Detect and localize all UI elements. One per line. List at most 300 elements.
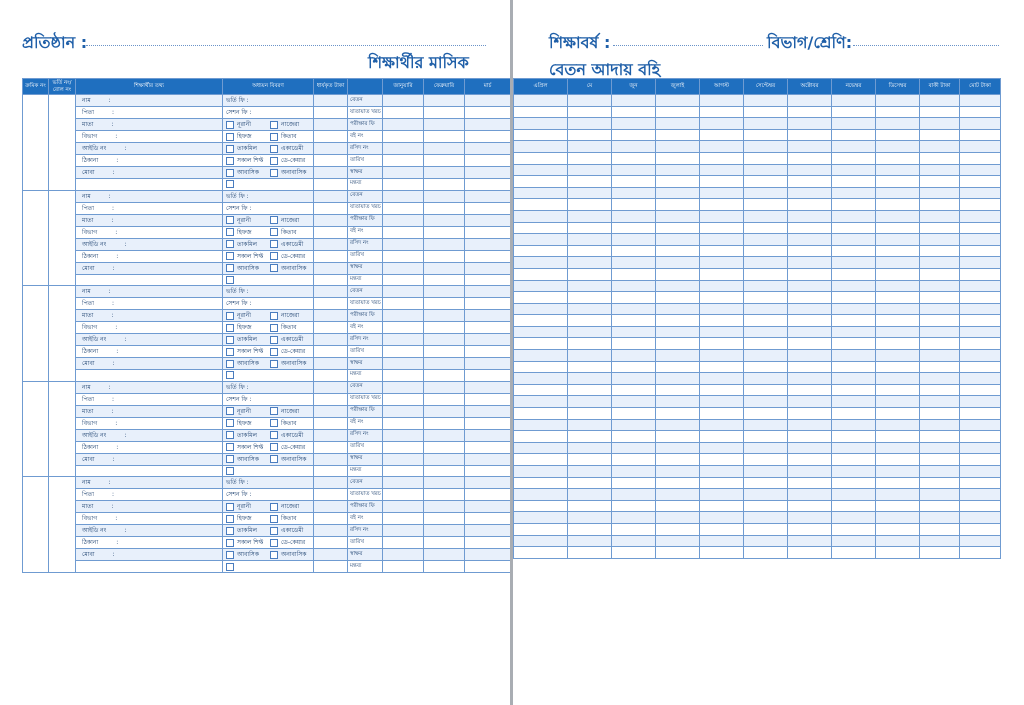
student-info-cell[interactable]	[76, 262, 223, 274]
month-cell[interactable]	[612, 95, 656, 107]
month-cell[interactable]	[568, 384, 612, 396]
study-detail-cell[interactable]	[223, 346, 314, 358]
month-cell[interactable]	[656, 489, 700, 501]
student-info-cell[interactable]	[76, 310, 223, 322]
month-cell[interactable]	[568, 176, 612, 188]
month-cell[interactable]	[612, 326, 656, 338]
month-cell[interactable]	[788, 234, 832, 246]
month-cell[interactable]	[920, 164, 960, 176]
month-cell[interactable]	[656, 303, 700, 315]
month-cell[interactable]	[612, 338, 656, 350]
study-detail-cell[interactable]	[223, 190, 314, 202]
option-item[interactable]	[270, 501, 314, 512]
month-cell[interactable]	[465, 501, 511, 513]
month-cell[interactable]	[788, 210, 832, 222]
checkbox[interactable]	[226, 467, 234, 475]
month-cell[interactable]	[383, 441, 424, 453]
student-info-cell[interactable]	[76, 525, 223, 537]
month-cell[interactable]	[788, 442, 832, 454]
month-cell[interactable]	[788, 350, 832, 362]
study-detail-cell[interactable]	[223, 322, 314, 334]
checkbox[interactable]	[226, 348, 234, 356]
month-cell[interactable]	[612, 257, 656, 269]
checkbox[interactable]	[270, 515, 278, 523]
month-cell[interactable]	[612, 292, 656, 304]
assessed-amount-cell[interactable]	[314, 202, 348, 214]
month-cell[interactable]	[383, 286, 424, 298]
month-cell[interactable]	[832, 326, 876, 338]
month-cell[interactable]	[383, 107, 424, 119]
checkbox[interactable]	[270, 431, 278, 439]
month-cell[interactable]	[514, 384, 568, 396]
month-cell[interactable]	[383, 405, 424, 417]
month-cell[interactable]	[514, 164, 568, 176]
option-item[interactable]	[270, 310, 314, 321]
student-info-cell[interactable]	[76, 155, 223, 167]
month-cell[interactable]	[424, 537, 465, 549]
month-cell[interactable]	[744, 129, 788, 141]
month-cell[interactable]	[568, 245, 612, 257]
month-cell[interactable]	[612, 454, 656, 466]
month-cell[interactable]	[700, 535, 744, 547]
month-cell[interactable]	[465, 143, 511, 155]
month-cell[interactable]	[514, 257, 568, 269]
month-cell[interactable]	[744, 350, 788, 362]
month-cell[interactable]	[876, 523, 920, 535]
study-detail-cell[interactable]	[223, 226, 314, 238]
checkbox[interactable]	[270, 145, 278, 153]
student-info-cell[interactable]	[76, 393, 223, 405]
month-cell[interactable]	[656, 234, 700, 246]
month-cell[interactable]	[876, 547, 920, 559]
month-cell[interactable]	[788, 245, 832, 257]
assessed-amount-cell[interactable]	[314, 513, 348, 525]
month-cell[interactable]	[744, 199, 788, 211]
roll-cell[interactable]	[49, 190, 76, 286]
checkbox[interactable]	[270, 312, 278, 320]
option-item[interactable]	[226, 454, 270, 465]
month-cell[interactable]	[465, 107, 511, 119]
checkbox[interactable]	[270, 348, 278, 356]
month-cell[interactable]	[656, 396, 700, 408]
month-cell[interactable]	[920, 396, 960, 408]
month-cell[interactable]	[700, 326, 744, 338]
month-cell[interactable]	[832, 176, 876, 188]
month-cell[interactable]	[568, 129, 612, 141]
month-cell[interactable]	[424, 155, 465, 167]
checkbox[interactable]	[226, 515, 234, 523]
month-cell[interactable]	[424, 489, 465, 501]
option-item[interactable]	[226, 525, 270, 536]
month-cell[interactable]	[612, 512, 656, 524]
month-cell[interactable]	[744, 315, 788, 327]
month-cell[interactable]	[700, 118, 744, 130]
month-cell[interactable]	[514, 245, 568, 257]
month-cell[interactable]	[612, 210, 656, 222]
month-cell[interactable]	[700, 315, 744, 327]
month-cell[interactable]	[465, 298, 511, 310]
checkbox[interactable]	[226, 527, 234, 535]
checkbox[interactable]	[226, 360, 234, 368]
month-cell[interactable]	[424, 250, 465, 262]
month-cell[interactable]	[465, 334, 511, 346]
checkbox[interactable]	[270, 527, 278, 535]
month-cell[interactable]	[920, 257, 960, 269]
month-cell[interactable]	[876, 419, 920, 431]
assessed-amount-cell[interactable]	[314, 238, 348, 250]
month-cell[interactable]	[788, 187, 832, 199]
month-cell[interactable]	[920, 199, 960, 211]
month-cell[interactable]	[383, 131, 424, 143]
month-cell[interactable]	[920, 315, 960, 327]
month-cell[interactable]	[383, 274, 424, 286]
assessed-amount-cell[interactable]	[314, 95, 348, 107]
month-cell[interactable]	[920, 547, 960, 559]
assessed-amount-cell[interactable]	[314, 405, 348, 417]
month-cell[interactable]	[568, 373, 612, 385]
month-cell[interactable]	[656, 315, 700, 327]
month-cell[interactable]	[514, 373, 568, 385]
month-cell[interactable]	[788, 326, 832, 338]
month-cell[interactable]	[514, 547, 568, 559]
month-cell[interactable]	[656, 535, 700, 547]
month-cell[interactable]	[424, 513, 465, 525]
month-cell[interactable]	[383, 226, 424, 238]
student-info-cell[interactable]	[76, 131, 223, 143]
month-cell[interactable]	[424, 334, 465, 346]
month-cell[interactable]	[612, 187, 656, 199]
month-cell[interactable]	[568, 466, 612, 478]
month-cell[interactable]	[612, 408, 656, 420]
month-cell[interactable]	[656, 141, 700, 153]
month-cell[interactable]	[514, 361, 568, 373]
month-cell[interactable]	[424, 441, 465, 453]
month-cell[interactable]	[383, 358, 424, 370]
month-cell[interactable]	[832, 129, 876, 141]
month-cell[interactable]	[465, 561, 511, 573]
checkbox[interactable]	[270, 455, 278, 463]
month-cell[interactable]	[960, 350, 1001, 362]
month-cell[interactable]	[656, 164, 700, 176]
month-cell[interactable]	[514, 280, 568, 292]
checkbox[interactable]	[226, 324, 234, 332]
month-cell[interactable]	[876, 268, 920, 280]
option-item[interactable]	[226, 501, 270, 512]
month-cell[interactable]	[700, 234, 744, 246]
checkbox[interactable]	[270, 336, 278, 344]
month-cell[interactable]	[744, 477, 788, 489]
month-cell[interactable]	[656, 95, 700, 107]
option-item[interactable]	[270, 346, 314, 357]
study-detail-cell[interactable]	[223, 143, 314, 155]
month-cell[interactable]	[876, 512, 920, 524]
month-cell[interactable]	[700, 512, 744, 524]
option-item[interactable]	[226, 131, 270, 142]
month-cell[interactable]	[788, 152, 832, 164]
month-cell[interactable]	[744, 141, 788, 153]
month-cell[interactable]	[424, 95, 465, 107]
assessed-amount-cell[interactable]	[314, 417, 348, 429]
month-cell[interactable]	[960, 95, 1001, 107]
month-cell[interactable]	[920, 373, 960, 385]
checkbox[interactable]	[270, 216, 278, 224]
month-cell[interactable]	[700, 106, 744, 118]
study-detail-cell[interactable]	[223, 238, 314, 250]
month-cell[interactable]	[920, 152, 960, 164]
month-cell[interactable]	[876, 152, 920, 164]
month-cell[interactable]	[568, 489, 612, 501]
student-info-cell[interactable]	[76, 501, 223, 513]
month-cell[interactable]	[568, 141, 612, 153]
month-cell[interactable]	[424, 417, 465, 429]
option-item[interactable]	[270, 406, 314, 417]
option-item[interactable]	[270, 322, 314, 333]
student-info-cell[interactable]	[76, 274, 223, 286]
option-item[interactable]	[270, 442, 314, 453]
assessed-amount-cell[interactable]	[314, 441, 348, 453]
month-cell[interactable]	[832, 106, 876, 118]
month-cell[interactable]	[424, 322, 465, 334]
checkbox[interactable]	[270, 169, 278, 177]
option-item[interactable]	[226, 251, 270, 262]
month-cell[interactable]	[514, 106, 568, 118]
checkbox[interactable]	[226, 539, 234, 547]
month-cell[interactable]	[656, 442, 700, 454]
month-cell[interactable]	[960, 210, 1001, 222]
month-cell[interactable]	[465, 274, 511, 286]
option-item[interactable]	[270, 227, 314, 238]
study-detail-cell[interactable]	[223, 405, 314, 417]
month-cell[interactable]	[514, 350, 568, 362]
month-cell[interactable]	[876, 500, 920, 512]
month-cell[interactable]	[700, 489, 744, 501]
month-cell[interactable]	[788, 419, 832, 431]
month-cell[interactable]	[465, 393, 511, 405]
option-item[interactable]	[226, 119, 270, 130]
month-cell[interactable]	[960, 106, 1001, 118]
month-cell[interactable]	[656, 129, 700, 141]
department-field[interactable]	[853, 45, 999, 46]
option-item[interactable]	[226, 167, 270, 178]
month-cell[interactable]	[788, 361, 832, 373]
month-cell[interactable]	[788, 384, 832, 396]
month-cell[interactable]	[960, 396, 1001, 408]
month-cell[interactable]	[612, 361, 656, 373]
month-cell[interactable]	[788, 512, 832, 524]
month-cell[interactable]	[424, 405, 465, 417]
month-cell[interactable]	[876, 315, 920, 327]
month-cell[interactable]	[612, 106, 656, 118]
month-cell[interactable]	[832, 199, 876, 211]
month-cell[interactable]	[514, 187, 568, 199]
month-cell[interactable]	[788, 466, 832, 478]
month-cell[interactable]	[383, 501, 424, 513]
month-cell[interactable]	[514, 326, 568, 338]
month-cell[interactable]	[514, 523, 568, 535]
option-item[interactable]	[270, 239, 314, 250]
month-cell[interactable]	[744, 338, 788, 350]
student-info-cell[interactable]	[76, 334, 223, 346]
month-cell[interactable]	[876, 280, 920, 292]
month-cell[interactable]	[424, 286, 465, 298]
month-cell[interactable]	[920, 454, 960, 466]
month-cell[interactable]	[832, 350, 876, 362]
month-cell[interactable]	[612, 199, 656, 211]
month-cell[interactable]	[744, 547, 788, 559]
month-cell[interactable]	[960, 234, 1001, 246]
month-cell[interactable]	[656, 512, 700, 524]
student-info-cell[interactable]	[76, 477, 223, 489]
month-cell[interactable]	[700, 222, 744, 234]
month-cell[interactable]	[612, 500, 656, 512]
month-cell[interactable]	[424, 190, 465, 202]
study-detail-cell[interactable]	[223, 513, 314, 525]
month-cell[interactable]	[832, 419, 876, 431]
month-cell[interactable]	[465, 441, 511, 453]
month-cell[interactable]	[656, 245, 700, 257]
option-item[interactable]	[270, 334, 314, 345]
study-detail-cell[interactable]	[223, 441, 314, 453]
month-cell[interactable]	[568, 210, 612, 222]
assessed-amount-cell[interactable]	[314, 549, 348, 561]
month-cell[interactable]	[876, 222, 920, 234]
checkbox[interactable]	[226, 455, 234, 463]
option-item[interactable]	[226, 227, 270, 238]
month-cell[interactable]	[920, 361, 960, 373]
checkbox[interactable]	[226, 180, 234, 188]
month-cell[interactable]	[700, 210, 744, 222]
month-cell[interactable]	[568, 350, 612, 362]
month-cell[interactable]	[612, 245, 656, 257]
month-cell[interactable]	[960, 176, 1001, 188]
month-cell[interactable]	[424, 477, 465, 489]
month-cell[interactable]	[788, 176, 832, 188]
month-cell[interactable]	[383, 322, 424, 334]
month-cell[interactable]	[700, 396, 744, 408]
checkbox[interactable]	[226, 228, 234, 236]
month-cell[interactable]	[960, 373, 1001, 385]
month-cell[interactable]	[832, 361, 876, 373]
month-cell[interactable]	[788, 396, 832, 408]
month-cell[interactable]	[744, 95, 788, 107]
option-item[interactable]	[226, 263, 270, 274]
assessed-amount-cell[interactable]	[314, 537, 348, 549]
month-cell[interactable]	[788, 257, 832, 269]
month-cell[interactable]	[568, 535, 612, 547]
month-cell[interactable]	[700, 350, 744, 362]
month-cell[interactable]	[700, 95, 744, 107]
month-cell[interactable]	[960, 466, 1001, 478]
month-cell[interactable]	[424, 501, 465, 513]
month-cell[interactable]	[832, 489, 876, 501]
option-item[interactable]	[270, 119, 314, 130]
student-info-cell[interactable]	[76, 537, 223, 549]
month-cell[interactable]	[568, 547, 612, 559]
month-cell[interactable]	[383, 370, 424, 382]
option-item[interactable]	[270, 418, 314, 429]
month-cell[interactable]	[960, 199, 1001, 211]
study-detail-cell[interactable]	[223, 393, 314, 405]
option-item[interactable]	[226, 143, 270, 154]
roll-cell[interactable]	[49, 477, 76, 573]
roll-cell[interactable]	[49, 286, 76, 382]
option-item[interactable]	[270, 454, 314, 465]
month-cell[interactable]	[465, 322, 511, 334]
month-cell[interactable]	[920, 222, 960, 234]
month-cell[interactable]	[612, 477, 656, 489]
month-cell[interactable]	[876, 431, 920, 443]
month-cell[interactable]	[424, 525, 465, 537]
month-cell[interactable]	[960, 280, 1001, 292]
option-item[interactable]	[270, 251, 314, 262]
study-detail-cell[interactable]	[223, 250, 314, 262]
month-cell[interactable]	[832, 535, 876, 547]
student-info-cell[interactable]	[76, 95, 223, 107]
month-cell[interactable]	[700, 257, 744, 269]
serial-cell[interactable]	[23, 286, 49, 382]
month-cell[interactable]	[424, 202, 465, 214]
month-cell[interactable]	[960, 187, 1001, 199]
month-cell[interactable]	[960, 129, 1001, 141]
month-cell[interactable]	[612, 234, 656, 246]
month-cell[interactable]	[424, 167, 465, 179]
checkbox[interactable]	[226, 407, 234, 415]
month-cell[interactable]	[612, 442, 656, 454]
month-cell[interactable]	[832, 373, 876, 385]
month-cell[interactable]	[656, 222, 700, 234]
month-cell[interactable]	[788, 292, 832, 304]
month-cell[interactable]	[920, 419, 960, 431]
month-cell[interactable]	[383, 537, 424, 549]
month-cell[interactable]	[568, 500, 612, 512]
month-cell[interactable]	[465, 190, 511, 202]
month-cell[interactable]	[465, 537, 511, 549]
month-cell[interactable]	[383, 393, 424, 405]
month-cell[interactable]	[612, 396, 656, 408]
month-cell[interactable]	[612, 547, 656, 559]
month-cell[interactable]	[700, 442, 744, 454]
month-cell[interactable]	[876, 257, 920, 269]
serial-cell[interactable]	[23, 95, 49, 191]
assessed-amount-cell[interactable]	[314, 226, 348, 238]
month-cell[interactable]	[612, 466, 656, 478]
month-cell[interactable]	[656, 419, 700, 431]
month-cell[interactable]	[832, 268, 876, 280]
month-cell[interactable]	[960, 477, 1001, 489]
month-cell[interactable]	[656, 152, 700, 164]
month-cell[interactable]	[744, 292, 788, 304]
month-cell[interactable]	[876, 535, 920, 547]
month-cell[interactable]	[383, 262, 424, 274]
month-cell[interactable]	[465, 489, 511, 501]
month-cell[interactable]	[876, 95, 920, 107]
month-cell[interactable]	[612, 523, 656, 535]
month-cell[interactable]	[383, 119, 424, 131]
month-cell[interactable]	[920, 338, 960, 350]
month-cell[interactable]	[568, 326, 612, 338]
month-cell[interactable]	[568, 280, 612, 292]
month-cell[interactable]	[744, 408, 788, 420]
checkbox[interactable]	[270, 360, 278, 368]
month-cell[interactable]	[960, 164, 1001, 176]
month-cell[interactable]	[744, 454, 788, 466]
assessed-amount-cell[interactable]	[314, 381, 348, 393]
option-item[interactable]	[226, 239, 270, 250]
month-cell[interactable]	[612, 373, 656, 385]
student-info-cell[interactable]	[76, 298, 223, 310]
month-cell[interactable]	[960, 419, 1001, 431]
month-cell[interactable]	[832, 118, 876, 130]
